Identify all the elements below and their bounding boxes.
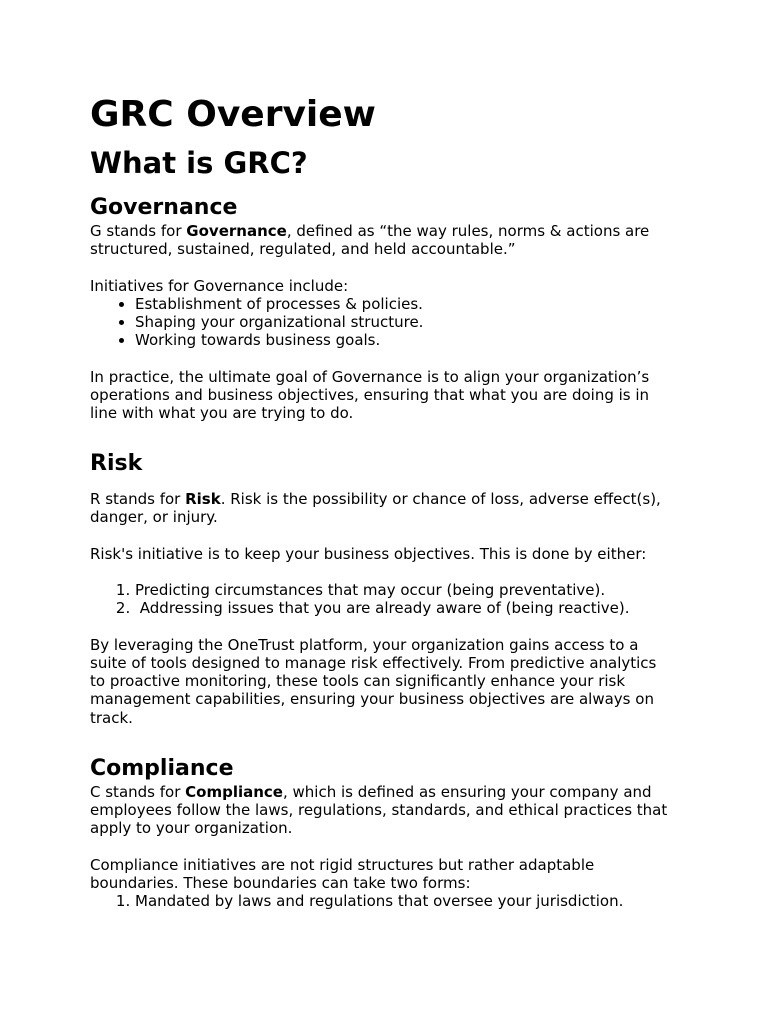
spacer <box>90 258 672 276</box>
risk-initiative: Risk's initiative is to keep your business objectives. This is done by either: <box>90 544 647 563</box>
spacer <box>90 563 672 581</box>
compliance-numbered-list <box>90 892 672 910</box>
spacer <box>90 527 672 545</box>
list-item: • Working towards business goals. <box>135 331 672 349</box>
governance-initiatives-label: Initiatives for Governance include: <box>90 276 349 295</box>
spacer <box>90 618 672 636</box>
spacer <box>90 478 672 490</box>
document-title: GRC Overview <box>90 94 376 135</box>
spacer <box>90 837 672 855</box>
compliance-intro-bold: Compliance <box>185 782 283 801</box>
compliance-intro <box>90 783 672 838</box>
list-item: • Shaping your organizational structure. <box>135 313 672 331</box>
governance-section <box>90 194 672 422</box>
governance-intro-bold: Governance <box>186 222 287 240</box>
risk-platform: By leveraging the OneTrust platform, your organization gains access to a suite of tools designed to manage risk effectively. From predictive analytics to proactive monitoring, these tools can significantly enhance your risk management capabilities, ensuring your business objectives are always on track. <box>90 635 657 727</box>
risk-intro-bold: Risk <box>185 490 221 509</box>
governance-heading: Governance <box>90 195 238 220</box>
risk-heading: Risk <box>90 451 143 477</box>
list-item: • Establishment of processes & policies. <box>135 295 672 313</box>
list-item: 1. Mandated by laws and regulations that oversee your jurisdiction. <box>135 892 672 910</box>
risk-intro-suffix: . Risk is the possibility or chance of loss, adverse effect(s), danger, or injury. <box>90 490 661 527</box>
governance-intro-suffix: , defined as “the way rules, norms & actions are structured, sustained, regulated, and held accountable.” <box>90 222 650 259</box>
governance-practice: In practice, the ultimate goal of Governance is to align your organization’s operations and business objectives, ensuring that what you are doing is in line with what you are trying to do. <box>90 367 650 422</box>
list-item: 2. Addressing issues that you are already aware of (being reactive). <box>135 599 672 617</box>
risk-section <box>90 450 672 727</box>
risk-intro-prefix: R stands for <box>90 490 186 509</box>
spacer <box>90 349 672 367</box>
compliance-intro-prefix: C stands for <box>90 782 186 801</box>
risk-intro <box>90 490 672 526</box>
compliance-initiatives: Compliance initiatives are not rigid structures but rather adaptable boundaries. These boundaries can take two forms: <box>90 855 595 892</box>
list-item: 1. Predicting circumstances that may occur (being preventative). <box>135 581 672 599</box>
governance-bullet-list <box>90 295 672 350</box>
compliance-section <box>90 755 672 910</box>
governance-intro <box>90 222 672 258</box>
compliance-heading: Compliance <box>90 755 234 781</box>
compliance-intro-suffix: , which is defined as ensuring your company and employees follow the laws, regulations, standards, and ethical practices that apply to your organization. <box>90 782 668 838</box>
risk-numbered-list <box>90 581 672 617</box>
governance-intro-prefix: G stands for <box>90 222 187 240</box>
document-subtitle: What is GRC? <box>90 146 308 180</box>
